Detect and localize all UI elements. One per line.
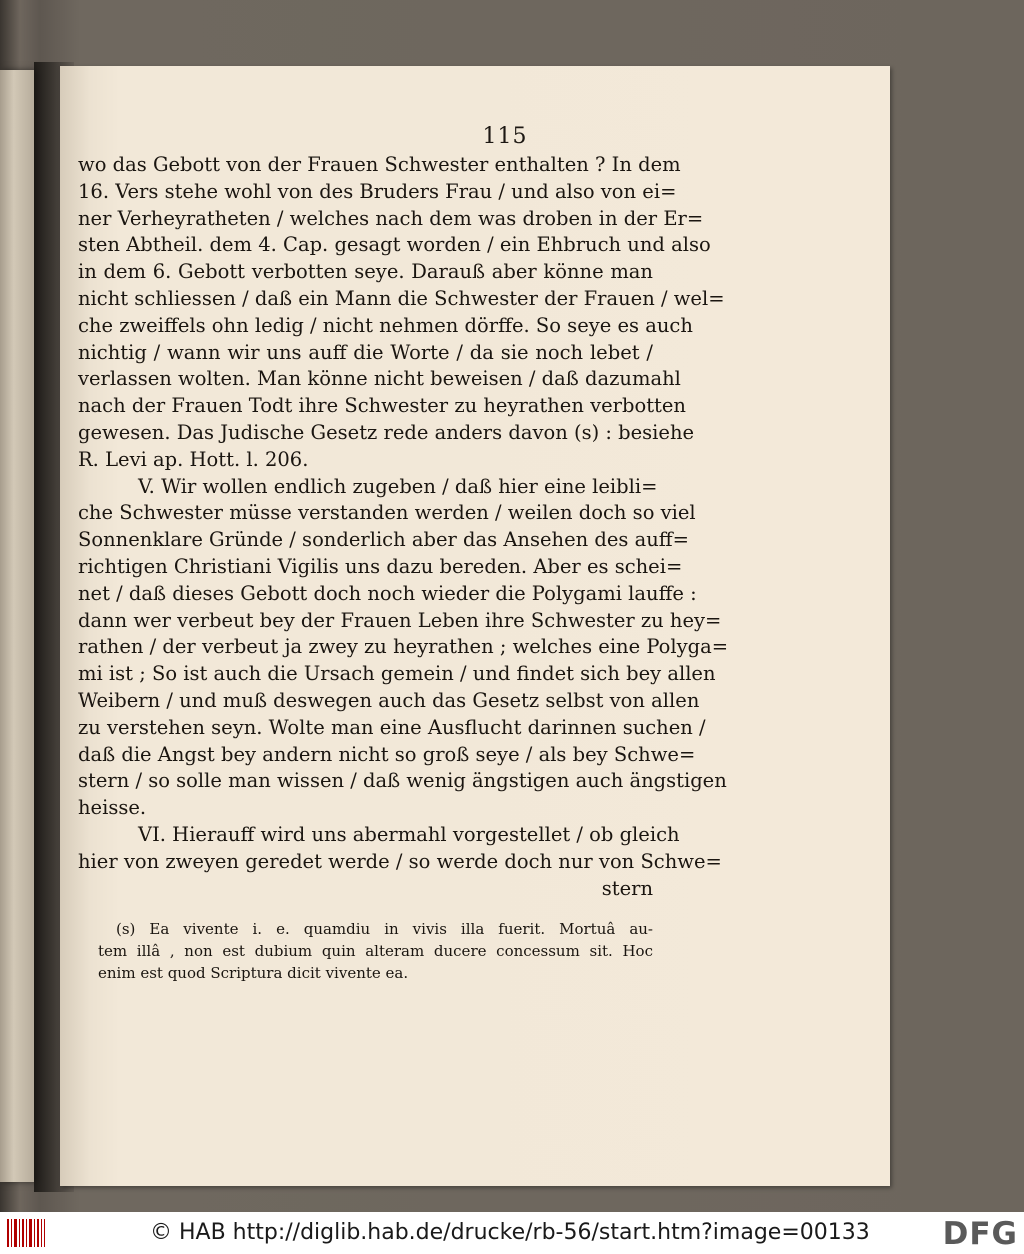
- footnote-line: (s) Ea vivente i. e. quamdiu in vivis illa fuerit. Mortuâ au-: [116, 920, 653, 938]
- text-line: che zweiffels ohn ledig / nicht nehmen dörffe. So seye es auch: [78, 313, 693, 337]
- footnote: [98, 918, 653, 984]
- text-line: ner Verheyratheten / welches nach dem was droben in der Er=: [78, 206, 704, 230]
- barcode-icon: [6, 1217, 46, 1249]
- text-line: nicht schliessen / daß ein Mann die Schwester der Frauen / wel=: [78, 286, 725, 310]
- text-line: zu verstehen seyn. Wolte man eine Ausflucht darinnen suchen /: [78, 715, 706, 739]
- text-line: gewesen. Das Judische Gesetz rede anders davon (s) : besiehe: [78, 420, 695, 444]
- footnote-line: enim est quod Scriptura dicit vivente ea.: [98, 964, 409, 982]
- dfg-logo: DFG: [942, 1216, 1018, 1252]
- text-line: wo das Gebott von der Frauen Schwester enthalten ? In dem: [78, 153, 681, 176]
- text-line: hier von zweyen geredet werde / so werde doch nur von Schwe=: [78, 849, 722, 873]
- body-text: [78, 152, 729, 902]
- text-line: richtigen Christiani Vigilis uns dazu bereden. Aber es schei=: [78, 554, 683, 578]
- text-line: rathen / der verbeut ja zwey zu heyrathen ; welches eine Polyga=: [78, 635, 729, 659]
- text-line: in dem 6. Gebott verbotten seye. Darauß aber könne man: [78, 260, 653, 284]
- text-line: R. Levi ap. Hott. l. 206.: [78, 447, 309, 471]
- text-line: dann wer verbeut bey der Frauen Leben ihre Schwester zu hey=: [78, 608, 722, 632]
- book-page: [60, 66, 890, 1186]
- copyright-link[interactable]: © HAB http://diglib.hab.de/drucke/rb-56/start.htm?image=00133: [150, 1220, 870, 1245]
- text-line: stern / so solle man wissen / daß wenig ängstigen auch ängstigen: [78, 769, 727, 793]
- text-line: Sonnenklare Gründe / sonderlich aber das Ansehen des auff=: [78, 528, 689, 552]
- text-line: che Schwester müsse verstanden werden / weilen doch so viel: [78, 501, 696, 525]
- catchword: stern: [601, 876, 653, 900]
- footer-bar: [0, 1212, 1024, 1254]
- text-line: daß die Angst bey andern nicht so groß seye / als bey Schwe=: [78, 742, 696, 766]
- text-line: nichtig / wann wir uns auff die Worte / da sie noch lebet /: [78, 340, 653, 364]
- left-page-edge: [0, 70, 34, 1182]
- text-line: nach der Frauen Todt ihre Schwester zu heyrathen verbotten: [78, 394, 686, 418]
- page-number: 115: [482, 124, 528, 149]
- section-v-start: V. Wir wollen endlich zugeben / daß hier eine leibli=: [138, 474, 658, 498]
- text-line: verlassen wolten. Man könne nicht beweisen / daß dazumahl: [78, 367, 681, 391]
- text-line: net / daß dieses Gebott doch noch wieder die Polygami lauffe :: [78, 581, 697, 605]
- text-line: heisse.: [78, 796, 147, 820]
- text-line: mi ist ; So ist auch die Ursach gemein / und findet sich bey allen: [78, 662, 716, 686]
- text-line: 16. Vers stehe wohl von des Bruders Frau / und also von ei=: [78, 179, 677, 203]
- section-vi-start: VI. Hierauff wird uns abermahl vorgestellet / ob gleich: [138, 822, 680, 846]
- text-line: Weibern / und muß deswegen auch das Gesetz selbst von allen: [78, 688, 700, 712]
- footnote-line: tem illâ , non est dubium quin alteram ducere concessum sit. Hoc: [98, 942, 653, 960]
- text-line: sten Abtheil. dem 4. Cap. gesagt worden / ein Ehbruch und also: [78, 233, 711, 257]
